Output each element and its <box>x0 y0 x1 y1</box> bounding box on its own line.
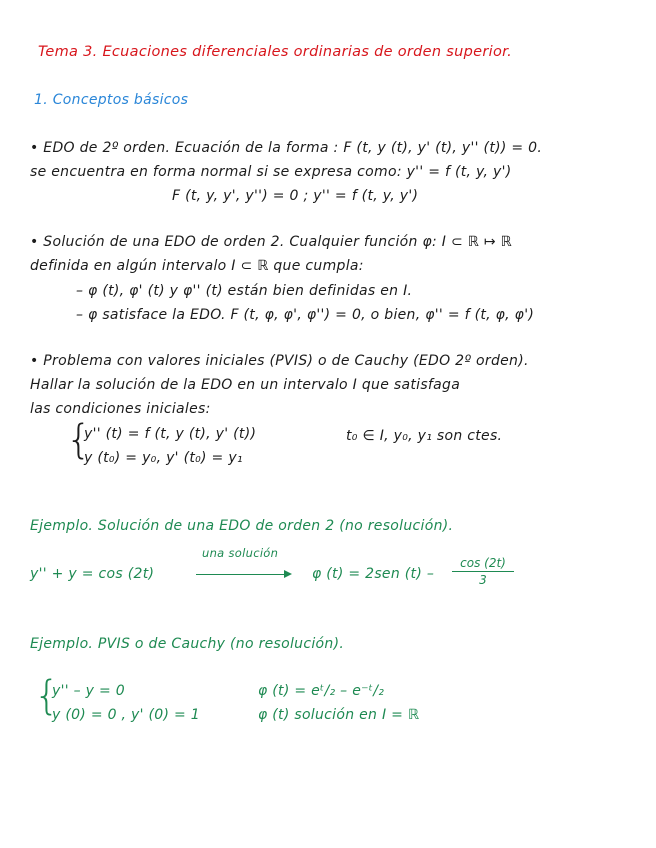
ejemplo1-fraction <box>452 556 514 587</box>
solucion-bullet-1: – φ (t), φ' (t) y φ'' (t) están bien definidas en I. <box>76 283 413 299</box>
ejemplo1-rhs: φ (t) = 2sen (t) – <box>312 566 435 582</box>
section-heading: 1. Conceptos básicos <box>34 92 189 108</box>
pvi-note: t₀ ∈ I, y₀, y₁ son ctes. <box>346 428 503 444</box>
edo2-line-2: se encuentra en forma normal si se expresa como: y'' = f (t, y, y') <box>30 164 512 180</box>
edo2-line-3: F (t, y, y', y'') = 0 ; y'' = f (t, y, y') <box>172 188 419 204</box>
ejemplo1-arrow <box>196 574 290 575</box>
pvi-system-eq-2: y (t₀) = y₀, y' (t₀) = y₁ <box>84 450 243 466</box>
pvi-line-1: • Problema con valores iniciales (PVIS) o de Cauchy (EDO 2º orden). <box>30 353 529 369</box>
solucion-line-1: • Solución de una EDO de orden 2. Cualquier función φ: I ⊂ ℝ ↦ ℝ <box>30 234 513 250</box>
ejemplo1-fraction-bar <box>452 571 514 572</box>
pvi-line-2: Hallar la solución de la EDO en un intervalo I que satisfaga <box>30 377 461 393</box>
pvi-system-eq-1: y'' (t) = f (t, y (t), y' (t)) <box>84 426 257 442</box>
ejemplo1-fraction-denominator: 3 <box>479 573 487 587</box>
ejemplo2-solution: φ (t) = eᵗ/₂ – e⁻ᵗ/₂ <box>258 683 385 699</box>
ejemplo2-brace: { <box>34 673 60 719</box>
ejemplo2-title: Ejemplo. PVIS o de Cauchy (no resolución). <box>30 636 345 652</box>
ejemplo1-lhs: y'' + y = cos (2t) <box>30 566 155 582</box>
ejemplo1-arrow-label: una solución <box>202 546 279 560</box>
page-title: Tema 3. Ecuaciones diferenciales ordinarias de orden superior. <box>38 44 512 60</box>
solucion-bullet-2: – φ satisface la EDO. F (t, φ, φ', φ'') = 0, o bien, φ'' = f (t, φ, φ') <box>76 307 535 323</box>
solucion-line-2: definida en algún intervalo I ⊂ ℝ que cumpla: <box>30 258 364 274</box>
edo2-line-1: • EDO de 2º orden. Ecuación de la forma : F (t, y (t), y' (t), y'' (t)) = 0. <box>30 140 543 156</box>
ejemplo1-fraction-numerator: cos (2t) <box>460 556 506 570</box>
pvi-brace: { <box>66 417 92 463</box>
pvi-line-3: las condiciones iniciales: <box>30 401 211 417</box>
ejemplo2-system-eq-2: y (0) = 0 , y' (0) = 1 <box>52 707 201 723</box>
ejemplo2-solution-note: φ (t) solución en I = ℝ <box>258 707 420 723</box>
ejemplo2-system-eq-1: y'' – y = 0 <box>52 683 126 699</box>
ejemplo1-title: Ejemplo. Solución de una EDO de orden 2 (no resolución). <box>30 518 454 534</box>
